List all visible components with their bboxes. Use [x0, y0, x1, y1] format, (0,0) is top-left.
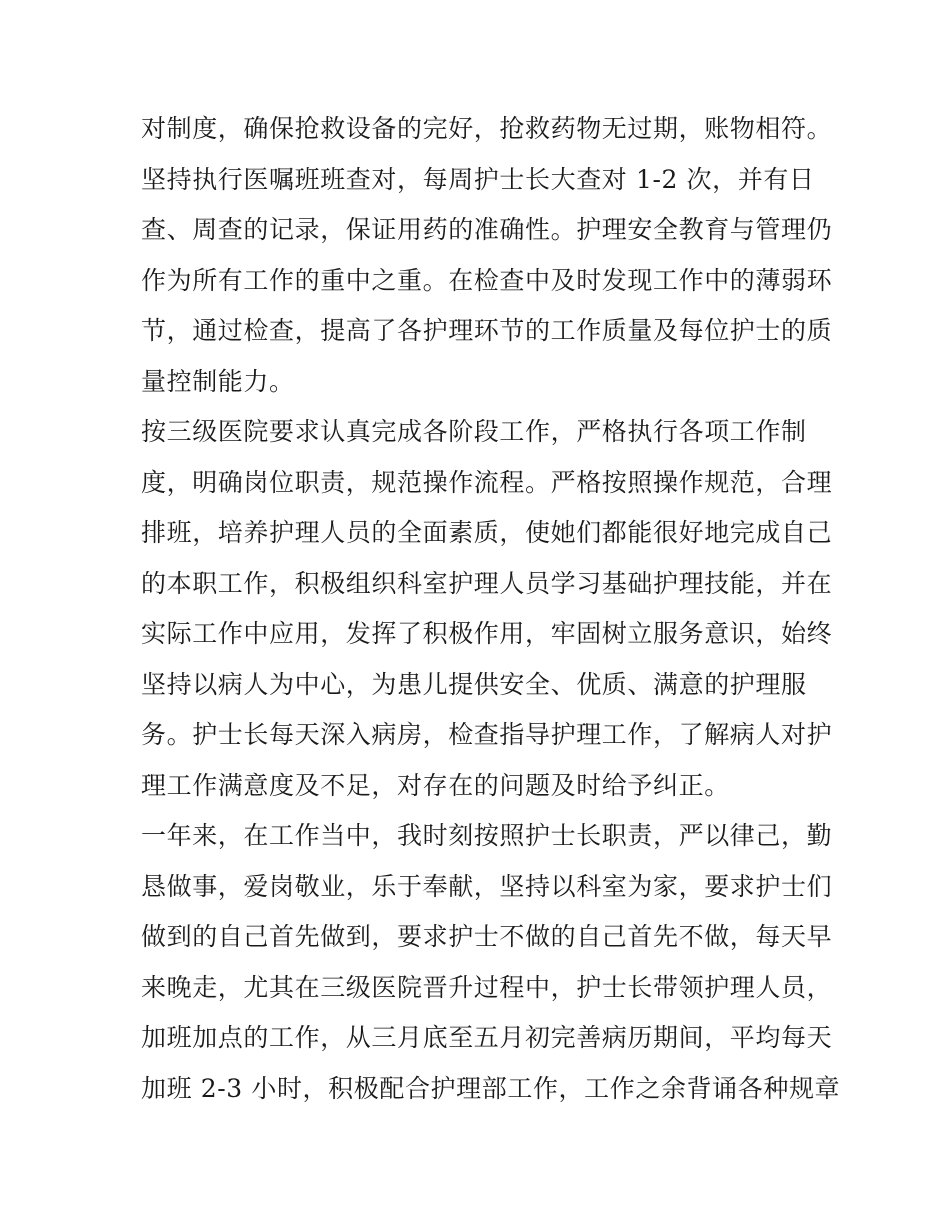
text-line: 对制度，确保抢救设备的完好，抢救药物无过期，账物相符。	[141, 114, 833, 143]
text-line: 加班 2-3 小时，积极配合护理部工作，工作之余背诵各种规章	[141, 1073, 841, 1103]
text-line: 节，通过检查，提高了各护理环节的工作质量及每位护士的质	[141, 316, 833, 345]
text-line: 坚持以病人为中心，为患儿提供安全、优质、满意的护理服	[141, 669, 807, 699]
text-line: 来晚走，尤其在三级医院晋升过程中，护士长带领护理人员，	[141, 972, 833, 1002]
body-text	[141, 104, 841, 1114]
text-line: 量控制能力。	[141, 366, 295, 396]
text-line: 加班加点的工作，从三月底至五月初完善病历期间，平均每天	[141, 1023, 833, 1052]
text-line: 作为所有工作的重中之重。在检查中及时发现工作中的薄弱环	[141, 265, 833, 295]
text-line: 一年来，在工作当中，我时刻按照护士长职责，严以律己，勤	[141, 821, 833, 850]
text-line: 实际工作中应用，发挥了积极作用，牢固树立服务意识，始终	[141, 619, 833, 648]
text-line: 坚持执行医嘱班班查对，每周护士长大查对 1-2 次，并有日	[141, 164, 815, 194]
text-line: 查、周查的记录，保证用药的准确性。护理安全教育与管理仍	[141, 215, 833, 244]
text-line: 恳做事，爱岗敬业，乐于奉献，坚持以科室为家，要求护士们	[141, 871, 833, 901]
text-line: 按三级医院要求认真完成各阶段工作，严格执行各项工作制	[141, 417, 807, 446]
text-line: 理工作满意度及不足，对存在的问题及时给予纠正。	[141, 770, 730, 800]
text-line: 度，明确岗位职责，规范操作流程。严格按照操作规范，合理	[141, 467, 833, 497]
text-line: 做到的自己首先做到，要求护士不做的自己首先不做，每天早	[141, 922, 833, 951]
text-line: 务。护士长每天深入病房，检查指导护理工作，了解病人对护	[141, 720, 833, 749]
text-line: 的本职工作，积极组织科室护理人员学习基础护理技能，并在	[141, 568, 833, 598]
text-line: 排班，培养护理人员的全面素质，使她们都能很好地完成自己	[141, 518, 833, 547]
